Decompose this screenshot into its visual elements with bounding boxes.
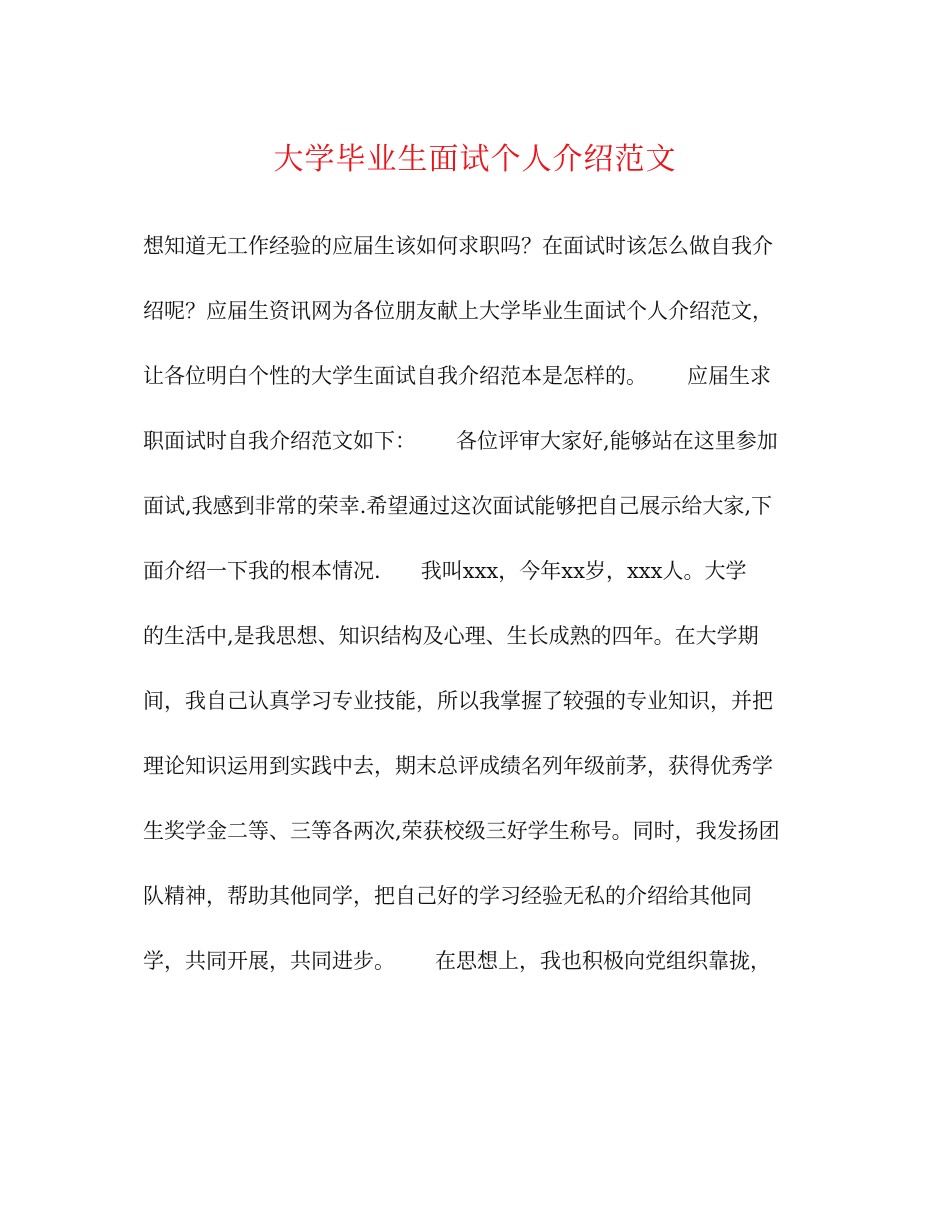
paragraph-line: 面介绍一下我的根本情况. 我叫xxx，今年xx岁，xxx人。大学 xyxy=(143,559,747,583)
paragraph-line: 理论知识运用到实践中去，期末总评成绩名列年级前茅，获得优秀学 xyxy=(143,754,773,778)
paragraph-line: 想知道无工作经验的应届生该如何求职吗？在面试时该怎么做自我介 xyxy=(143,234,773,258)
paragraph-line: 让各位明白个性的大学生面试自我介绍范本是怎样的。 应届生求 xyxy=(143,364,772,388)
paragraph-line: 学，共同开展，共同进步。 在思想上，我也积极向党组织靠拢， xyxy=(143,949,772,973)
paragraph-line: 队精神，帮助其他同学，把自己好的学习经验无私的介绍给其他同 xyxy=(143,884,752,908)
document-body xyxy=(143,228,823,1008)
paragraph-line: 的生活中,是我思想、知识结构及心理、生长成熟的四年。在大学期 xyxy=(143,624,759,648)
paragraph-line: 间，我自己认真学习专业技能，所以我掌握了较强的专业知识，并把 xyxy=(143,689,773,713)
paragraph-line: 绍呢？应届生资讯网为各位朋友献上大学毕业生面试个人介绍范文， xyxy=(143,299,773,323)
paragraph-line: 面试,我感到非常的荣幸.希望通过这次面试能够把自己展示给大家,下 xyxy=(143,494,773,518)
paragraph-line: 职面试时自我介绍范文如下： 各位评审大家好,能够站在这里参加 xyxy=(143,429,778,453)
paragraph-line: 生奖学金二等、三等各两次,荣获校级三好学生称号。同时，我发扬团 xyxy=(143,819,780,843)
document-title: 大学毕业生面试个人介绍范文 xyxy=(273,142,677,177)
